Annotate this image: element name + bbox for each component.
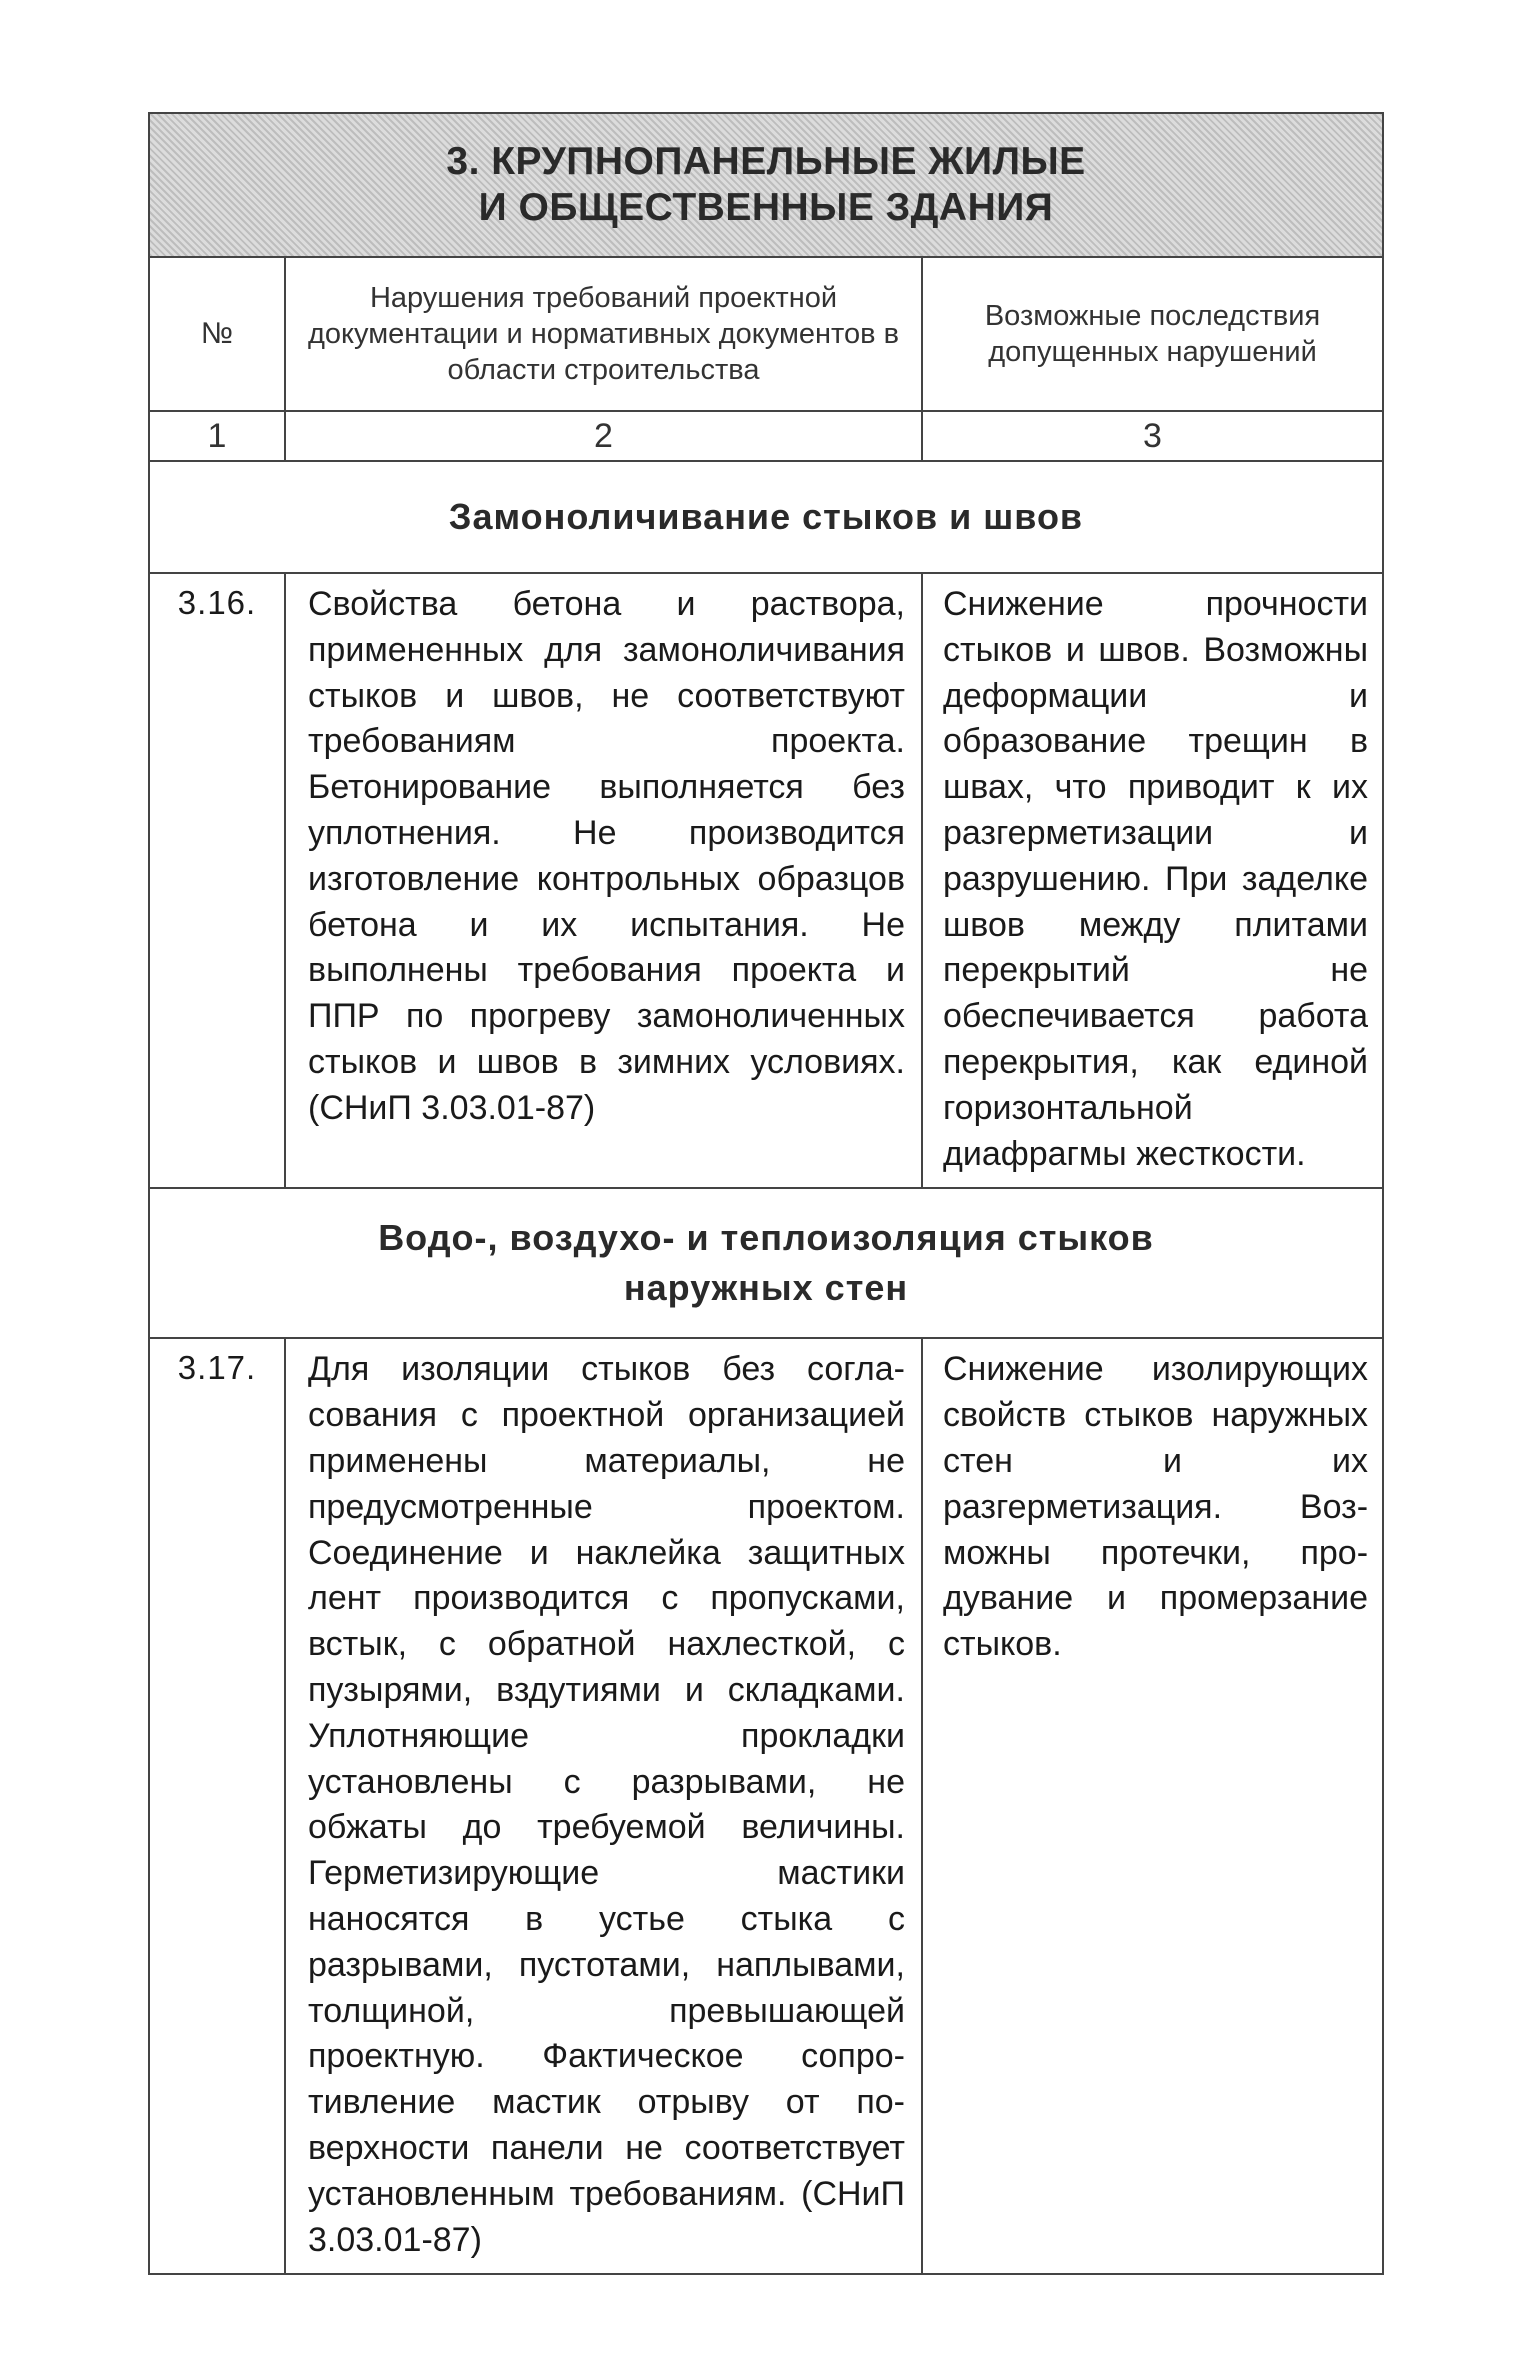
table-row [149,573,1383,1188]
column-number: 2 [285,411,922,461]
column-number-row [149,411,1383,461]
violation-text: Для изоляции стыков без согласования с проектной организацией применены материалы, не предусмотренные проектом. Соединение и наклейка защитных лент производится с пропусками, встык, с обратной нахлесткой, с пузырями, вздутиями и складками. Уплотняющие прокладки установлены с разрывами, не обжаты до требуемой величины. Герметизирующие мастики наносятся в устье стыка с разрывами, пустотами, наплывами, толщиной, превышающей проектную. Фактическое сопротивление мастик отрыву от поверхности панели не соответствует установленным требованиям. (СНиП 3.03.01-87) [285,1338,922,2274]
group-title: Замоноличивание стыков и швов [149,461,1383,573]
regulations-table [148,112,1384,2275]
group-title-line1: Водо-, воздухо- и теплоизоляция стыков [378,1217,1154,1259]
section-title-line1: 3. КРУПНОПАНЕЛЬНЫЕ ЖИЛЫЕ [446,140,1086,183]
table-row [149,1338,1383,2274]
consequence-text: Снижение изолирующих свойств стыков наружных стен и их разгерметизация. Возможны протечки, продувание и промерзание стыков. [922,1338,1383,2274]
group-title-row [149,1188,1383,1338]
section-title-row [149,113,1383,257]
consequence-text: Снижение прочности стыков и швов. Возможны деформации и образование трещин в швах, что приводит к их разгерметизации и разрушению. При заделке швов между плитами перекрытий не обеспечивается работа перекрытия, как единой горизонтальной диафрагмы жесткости. [922,573,1383,1188]
column-number: 1 [149,411,285,461]
row-number: 3.17. [149,1338,285,2274]
group-title-line2: наружных стен [623,1267,909,1309]
header-consequences: Возможные последствия допущенных нарушений [922,257,1383,411]
column-number: 3 [922,411,1383,461]
violation-text: Свойства бетона и раствора, примененных для замоноличивания стыков и швов, не соответствуют требованиям проекта. Бетонирование выполняется без уплотнения. Не производится изготовление контрольных образцов бетона и их испытания. Не выполнены требования проекта и ППР по прогреву замоноличенных стыков и швов в зимних условиях. (СНиП 3.03.01-87) [285,573,922,1188]
header-number: № [149,257,285,411]
header-row [149,257,1383,411]
header-violations: Нарушения требований проектной документации и нормативных документов в области строительства [285,257,922,411]
group-title [149,1188,1383,1338]
row-number: 3.16. [149,573,285,1188]
section-title [149,113,1383,257]
section-title-line2: И ОБЩЕСТВЕННЫЕ ЗДАНИЯ [478,186,1054,229]
group-title-row [149,461,1383,573]
